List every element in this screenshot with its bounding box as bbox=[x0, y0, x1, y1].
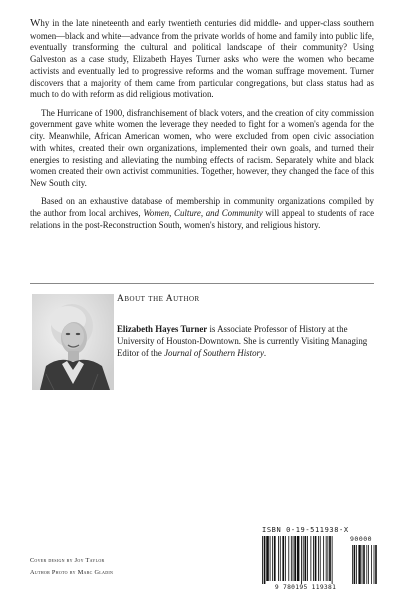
barcode-bar bbox=[329, 536, 331, 581]
barcode-bar bbox=[315, 536, 317, 581]
barcode-addon-number: 90000 bbox=[350, 535, 373, 543]
barcode-bar bbox=[278, 536, 279, 581]
barcode-bar bbox=[303, 536, 304, 581]
barcode-addon-bar bbox=[366, 545, 367, 584]
barcode-bar bbox=[262, 536, 263, 584]
barcode-addon-bar bbox=[371, 545, 372, 584]
barcode-bar bbox=[327, 536, 328, 581]
barcode-bar bbox=[313, 536, 314, 581]
barcode-bar bbox=[280, 536, 281, 581]
book-title-italic: Women, Culture, and Community bbox=[143, 208, 263, 219]
barcode-bar bbox=[272, 536, 273, 581]
blurb-paragraph-3 bbox=[30, 196, 374, 231]
barcode-bar bbox=[305, 536, 307, 581]
barcode-bar bbox=[326, 536, 327, 581]
barcode-bar bbox=[332, 536, 333, 584]
barcode-ean-number: 9 780195 119381 bbox=[274, 584, 337, 591]
blurb-paragraph-3-text-a: Based on an exhaustive database of membership in community organizations compiled by the author from local archives, bbox=[30, 196, 374, 219]
barcode-bar bbox=[323, 536, 324, 581]
author-bio-text-a: is Associate Professor of History at the University of Houston-Downtown. She is currently Visiting Managing Editor of the bbox=[117, 324, 368, 359]
author-bio bbox=[117, 323, 374, 359]
author-photo-credit: Author Photo by Marc Gladin bbox=[30, 568, 114, 576]
barcode-bar bbox=[307, 536, 308, 581]
barcode-bar bbox=[320, 536, 321, 581]
barcode-bar bbox=[297, 536, 300, 581]
blurb-paragraph-1 bbox=[30, 16, 374, 101]
barcode-bar bbox=[288, 536, 289, 581]
author-photo bbox=[32, 294, 114, 390]
barcode-bar bbox=[274, 536, 276, 581]
blurb-paragraph-3-text-b: will appeal to students of race relations in the post-Reconstruction South, women's history, and religious history. bbox=[30, 208, 375, 230]
isbn-label: ISBN 0-19-511938-X bbox=[262, 526, 349, 534]
barcode-bar bbox=[264, 536, 266, 584]
barcode-addon-bar bbox=[363, 545, 365, 584]
about-author-heading: About the Author bbox=[117, 294, 200, 304]
barcode-bar bbox=[291, 536, 292, 581]
author-portrait-icon bbox=[32, 294, 114, 390]
barcode-bar bbox=[318, 536, 319, 581]
barcode-icon bbox=[258, 536, 378, 586]
barcode-addon-bar bbox=[362, 545, 363, 584]
barcode-addon-bar bbox=[375, 545, 377, 584]
cover-design-credit: Cover design by Joy Taylor bbox=[30, 557, 105, 564]
cover-credits bbox=[30, 555, 113, 579]
blurb-paragraph-1-text: hy in the late nineteenth and early twentieth centuries did middle- and upper-class southern women—black and white—advance from the private worlds of home and family into public life, eventually transforming the cultural and political landscape of their community? Using Galveston as a case study, Elizabeth Hayes Turner asks who were the women who became activists and eventually led to progressive reforms and the woman suffrage movement. Turner discovers that a majority of them came from particular congregations, but class status had as much to do with reform as did religious motivation. bbox=[30, 18, 374, 100]
barcode-addon-bar bbox=[358, 545, 360, 584]
author-name: Elizabeth Hayes Turner bbox=[117, 324, 208, 334]
barcode-bar bbox=[293, 536, 294, 581]
barcode-bar bbox=[270, 536, 271, 581]
barcode-bar bbox=[310, 536, 311, 581]
barcode-addon-bar bbox=[352, 545, 353, 584]
barcode-addon-bar bbox=[354, 545, 356, 584]
barcode-addon-bar bbox=[374, 545, 375, 584]
barcode-bar bbox=[301, 536, 302, 584]
barcode-addon-bar bbox=[356, 545, 357, 584]
barcode-bar bbox=[266, 536, 269, 581]
journal-title: Journal of Southern History bbox=[164, 348, 264, 359]
author-bio-text-b: . bbox=[263, 348, 267, 359]
barcode-bar bbox=[282, 536, 284, 581]
barcode-bar bbox=[294, 536, 296, 581]
drop-cap: W bbox=[30, 17, 41, 29]
blurb-paragraph-2: The Hurricane of 1900, disfranchisement of black voters, and the creation of city commission government gave white women the leverage they needed to fight for a women's agenda for the city. Meanwhile, African American women, who were excluded from open civic association with whites, created their own organizations, implemented their own goals, and turned their energies to resisting and alleviating the numbing effects of racism. Separately white and black women created their own activist communities. Together, however, they changed the face of this New South city. bbox=[30, 107, 374, 189]
barcode-bar bbox=[285, 536, 286, 581]
section-divider bbox=[30, 283, 374, 284]
barcode-addon-bar bbox=[368, 545, 369, 584]
cover-blurb bbox=[30, 16, 374, 238]
